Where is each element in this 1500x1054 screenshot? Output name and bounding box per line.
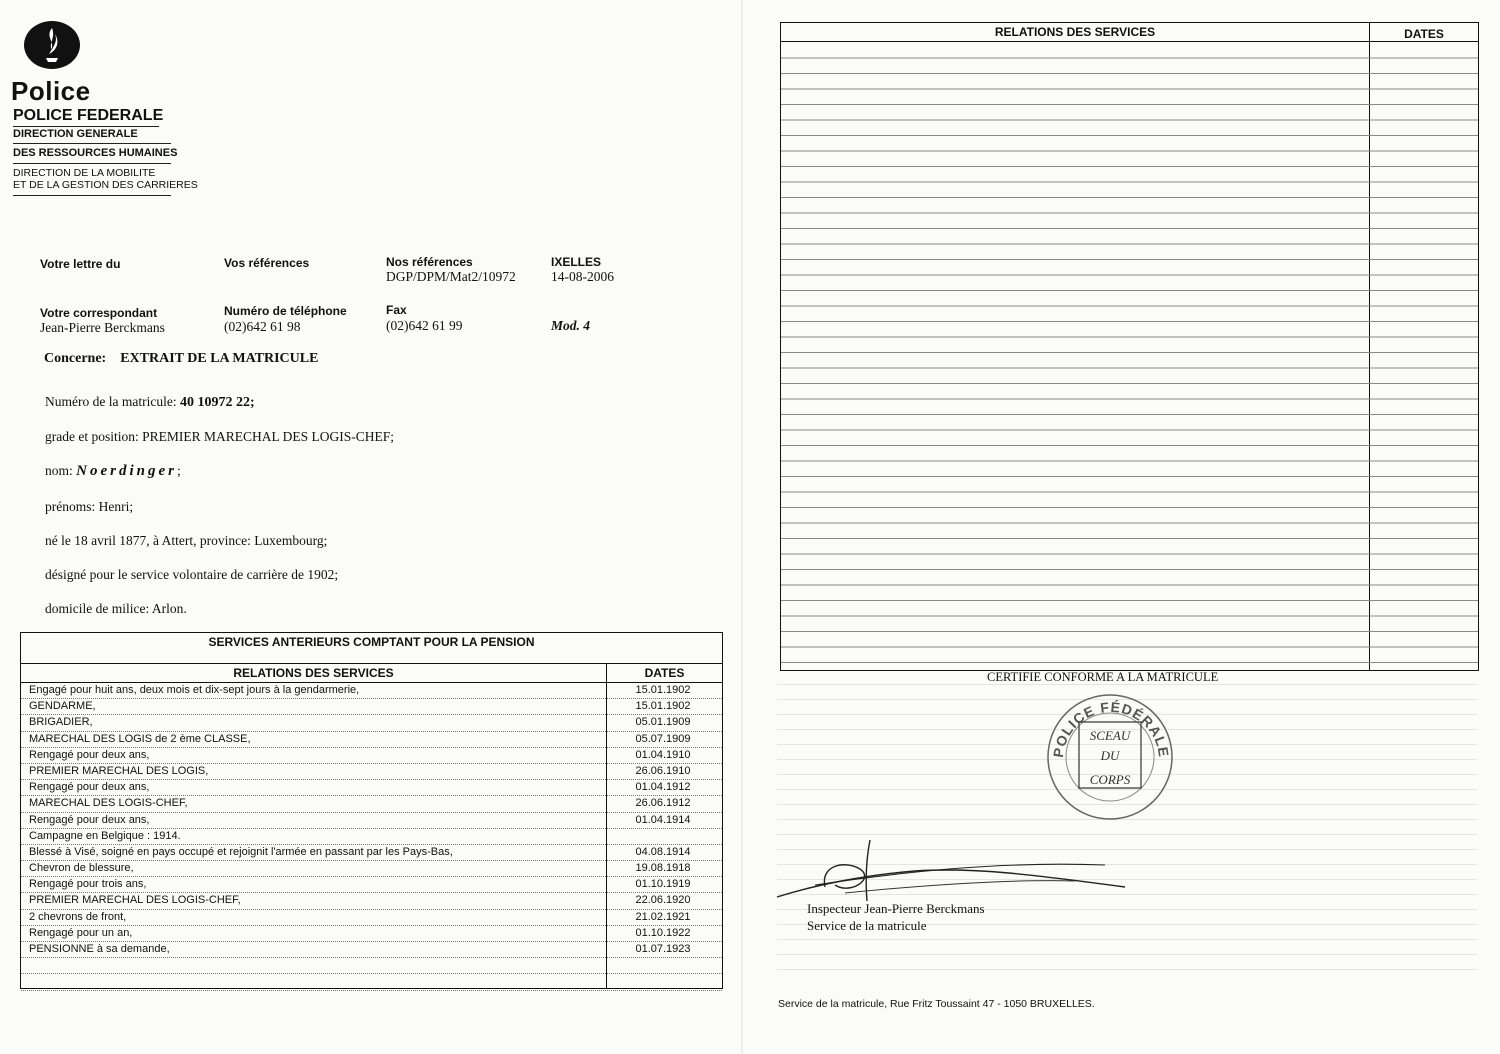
relation-cell: BRIGADIER,: [29, 716, 93, 729]
seal-line-1: SCEAU: [1089, 728, 1131, 743]
certification-title: CERTIFIE CONFORME A LA MATRICULE: [987, 670, 1219, 684]
relation-cell: 2 chevrons de front,: [29, 910, 127, 923]
blank-ruled-lines: [781, 43, 1478, 670]
prenoms-line: prénoms: Henri;: [45, 499, 134, 514]
col-header-dates: DATES: [644, 666, 685, 680]
correspondant-label: Votre correspondant: [40, 306, 158, 320]
relation-cell: Rengagé pour trois ans,: [29, 878, 147, 891]
relation-cell: PREMIER MARECHAL DES LOGIS,: [29, 764, 209, 777]
relation-cell: PENSIONNE à sa demande,: [29, 943, 170, 955]
fax-value: (02)642 61 99: [386, 318, 463, 333]
date-cell: 15.01.1902: [635, 700, 691, 713]
date-cell: 15.01.1902: [635, 684, 691, 696]
relation-cell: Blessé à Visé, soigné en pays occupé et rejoignit l'armée en passant par les Pays-Bas,: [29, 845, 453, 858]
table-row: [21, 699, 722, 715]
date-cell: 26.06.1910: [635, 764, 691, 777]
org-line-5: ET DE LA GESTION DES CARRIERES: [13, 179, 198, 191]
domicile-line: domicile de milice: Arlon.: [45, 601, 187, 616]
nos-references-value: DGP/DPM/Mat2/10972: [386, 269, 516, 284]
divider: [13, 143, 171, 144]
relation-cell: MARECHAL DES LOGIS-CHEF,: [29, 797, 188, 810]
fax-label: Fax: [386, 303, 407, 317]
relation-cell: GENDARME,: [29, 700, 96, 713]
subject-label: Concerne:: [44, 351, 107, 366]
date-cell: 01.10.1919: [635, 878, 691, 891]
date-cell: 26.06.1912: [635, 797, 691, 810]
brand-name: Police: [11, 76, 91, 106]
document-date: 14-08-2006: [551, 269, 614, 284]
services-table-header: [21, 663, 722, 683]
relation-cell: PREMIER MARECHAL DES LOGIS-CHEF,: [29, 894, 241, 907]
org-line-4: DIRECTION DE LA MOBILITE: [13, 167, 156, 179]
service-line: désigné pour le service volontaire de carrière de 1902;: [45, 567, 339, 582]
date-cell: 21.02.1921: [635, 910, 691, 923]
services-table-rows: [21, 683, 722, 991]
left-page: [0, 0, 740, 1054]
handwritten-signature: [775, 835, 1135, 905]
relation-cell: Rengagé pour un an,: [29, 926, 133, 939]
date-cell: 01.10.1922: [635, 926, 691, 939]
date-cell: 04.08.1914: [635, 845, 691, 858]
divider: [13, 163, 171, 164]
table-row: [21, 764, 722, 780]
services-table-caption: SERVICES ANTERIEURS COMPTANT POUR LA PENSION: [208, 635, 535, 649]
relation-cell: Engagé pour huit ans, deux mois et dix-sept jours à la gendarmerie,: [29, 684, 360, 696]
police-flame-logo-icon: [22, 20, 82, 70]
date-cell: 01.04.1912: [635, 781, 691, 794]
table-row: [21, 829, 722, 845]
signer-service: Service de la matricule: [807, 918, 927, 933]
date-cell: 22.06.1920: [635, 894, 691, 907]
table-row: [21, 780, 722, 796]
date-cell: 01.07.1923: [635, 943, 691, 955]
table-row: [21, 715, 722, 731]
divider: [13, 126, 159, 127]
matricule-value: 40 10972 22;: [179, 395, 255, 410]
matricule-label: Numéro de la matricule:: [45, 394, 177, 409]
table-row: [21, 910, 722, 926]
birth-line: né le 18 avril 1877, à Attert, province: Luxembourg;: [45, 533, 328, 548]
table-row: [21, 893, 722, 909]
org-line-2: DIRECTION GENERALE: [13, 128, 138, 140]
grade-line: grade et position: PREMIER MARECHAL DES LOGIS-CHEF;: [45, 429, 394, 444]
table-row: [21, 958, 722, 974]
page-fold: [741, 0, 743, 1054]
subject: [44, 351, 318, 367]
col-header-relations: RELATIONS DES SERVICES: [233, 666, 394, 680]
telephone-value: (02)642 61 98: [224, 319, 301, 334]
table-row: [21, 974, 722, 990]
place: IXELLES: [551, 255, 602, 269]
table-row: [21, 845, 722, 861]
col-header-relations: RELATIONS DES SERVICES: [994, 25, 1156, 39]
right-page: [745, 0, 1500, 1054]
date-cell: 01.04.1914: [635, 813, 691, 826]
org-line-3: DES RESSOURCES HUMAINES: [13, 147, 178, 159]
divider: [13, 195, 171, 196]
table-row: [21, 942, 722, 958]
relations-table-continued: [780, 22, 1479, 671]
official-seal-stamp: [1043, 690, 1177, 824]
relation-cell: Campagne en Belgique : 1914.: [29, 829, 181, 842]
services-table: [20, 632, 723, 989]
table-row: [21, 683, 722, 699]
org-line-1: POLICE FEDERALE: [13, 107, 164, 124]
date-cell: 05.01.1909: [635, 716, 691, 729]
date-cell: 01.04.1910: [635, 748, 691, 761]
footer-address: Service de la matricule, Rue Fritz Toussaint 47 - 1050 BRUXELLES.: [778, 998, 1095, 1010]
seal-ring-text: POLICE FÉDÉRALE: [1049, 698, 1173, 759]
nom-line: nom: Noerdinger;: [45, 463, 181, 479]
vos-references-label: Vos références: [224, 256, 310, 270]
form-model: Mod. 4: [551, 318, 591, 333]
col-header-dates: DATES: [1404, 27, 1444, 41]
table-row: [21, 732, 722, 748]
nom-label: nom:: [45, 463, 73, 478]
correspondant-value: Jean-Pierre Berckmans: [40, 320, 165, 335]
signer-name: Inspecteur Jean-Pierre Berckmans: [807, 901, 985, 916]
nom-value: Noerdinger: [76, 463, 177, 479]
relation-cell: Chevron de blessure,: [29, 862, 134, 875]
table-row: [21, 926, 722, 942]
subject-value: EXTRAIT DE LA MATRICULE: [120, 351, 319, 366]
table-row: [21, 861, 722, 877]
date-cell: 19.08.1918: [635, 862, 691, 875]
signer-block: [807, 900, 985, 934]
table-row: [21, 796, 722, 812]
relation-cell: Rengagé pour deux ans,: [29, 781, 150, 794]
seal-line-3: CORPS: [1089, 772, 1131, 787]
table-row: [21, 813, 722, 829]
relation-cell: Rengagé pour deux ans,: [29, 813, 150, 826]
table-row: [21, 877, 722, 893]
seal-line-2: DU: [1100, 748, 1120, 763]
relation-cell: MARECHAL DES LOGIS de 2 ème CLASSE,: [29, 732, 251, 745]
relations-table-header: [781, 23, 1478, 42]
date-cell: 05.07.1909: [635, 732, 691, 745]
relation-cell: Rengagé pour deux ans,: [29, 748, 150, 761]
matricule-line: [45, 394, 255, 411]
votre-lettre-label: Votre lettre du: [40, 257, 121, 271]
nos-references-label: Nos références: [386, 255, 473, 269]
table-row: [21, 748, 722, 764]
telephone-label: Numéro de téléphone: [224, 304, 347, 318]
